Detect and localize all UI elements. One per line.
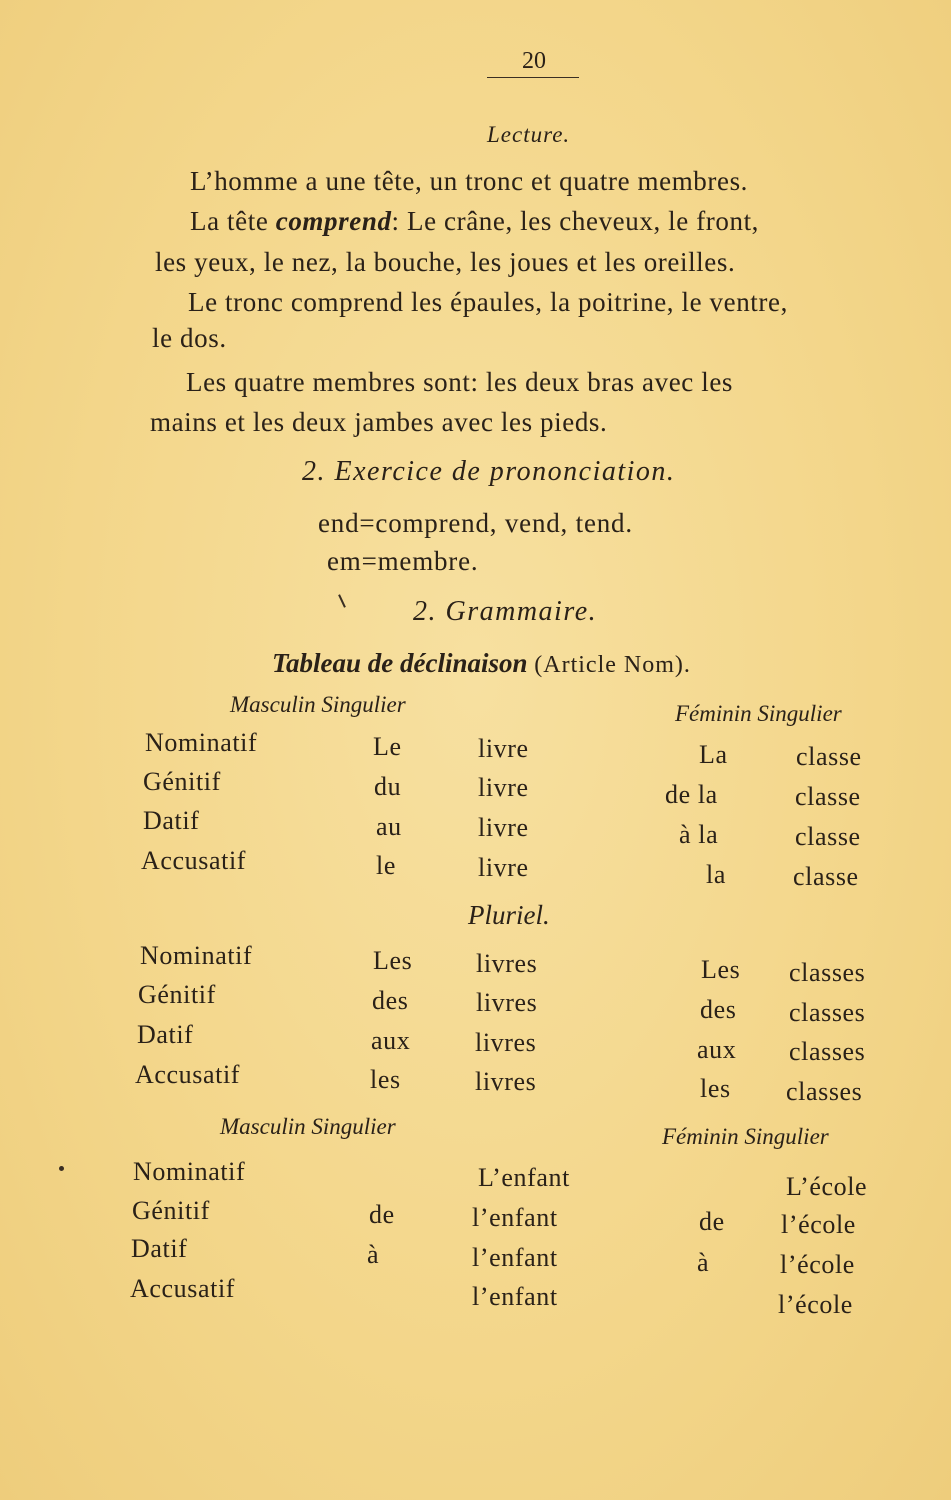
case-label: Datif <box>131 1234 188 1263</box>
noun-fem: classes <box>786 1077 863 1106</box>
lecture-line-2-a: La tête <box>190 206 276 236</box>
noun-fem: classe <box>793 862 859 891</box>
article-masc: au <box>376 812 402 841</box>
lecture-line-4 <box>188 287 788 318</box>
case-label: Génitif <box>138 980 216 1009</box>
case-label: Accusatif <box>135 1060 241 1089</box>
article-masc: des <box>372 986 409 1015</box>
noun-fem: classes <box>789 1037 866 1066</box>
page-number-rule <box>487 77 579 78</box>
case-label: Nominatif <box>140 941 253 970</box>
lecture-line-6-text: Les quatre membres sont: les deux bras avec les <box>186 367 734 397</box>
lecture-line-4-text: Le tronc comprend les épaules, la poitrine, le ventre, <box>188 287 788 317</box>
lecture-line-7 <box>150 407 607 438</box>
noun-masc: livre <box>478 813 529 842</box>
case-label: Génitif <box>132 1196 210 1225</box>
noun-fem: classe <box>795 822 861 851</box>
lecture-title: Lecture. <box>487 122 571 147</box>
case-label: Datif <box>143 806 200 835</box>
noun-masc: livres <box>476 949 538 978</box>
lecture-line-3 <box>155 247 735 278</box>
masc-singulier-header-1: Masculin Singulier <box>230 692 406 717</box>
table-title <box>272 648 691 679</box>
noun-masc: livre <box>478 734 529 763</box>
lecture-line-1 <box>190 166 748 197</box>
table-title-italic: Tableau de déclinaison <box>272 648 528 678</box>
noun-fem: classes <box>789 998 866 1027</box>
noun-fem: l’école <box>780 1250 855 1279</box>
masc-singulier-header-2: Masculin Singulier <box>220 1114 396 1139</box>
lecture-line-5 <box>152 323 227 354</box>
article-fem: les <box>700 1074 731 1103</box>
noun-masc: livres <box>476 988 538 1017</box>
noun-fem: classes <box>789 958 866 987</box>
article-masc: le <box>376 851 396 880</box>
article-fem: la <box>706 860 726 889</box>
article-masc: Le <box>373 732 402 761</box>
noun-fem: classe <box>796 742 862 771</box>
lecture-line-2 <box>190 206 759 237</box>
article-fem: aux <box>697 1035 737 1064</box>
case-label: Nominatif <box>133 1157 246 1186</box>
lecture-line-5-text: le dos. <box>152 323 227 353</box>
noun-fem: l’école <box>778 1290 853 1319</box>
noun-masc: l’enfant <box>472 1282 558 1311</box>
prononciation-title: 2. Exercice de prononciation. <box>302 456 676 487</box>
article-masc: Les <box>373 946 413 975</box>
article-masc: du <box>374 772 402 801</box>
article-fem: à la <box>679 820 719 849</box>
pluriel-header: Pluriel. <box>468 900 550 930</box>
case-label: Datif <box>137 1020 194 1049</box>
page-number: 20 <box>522 48 546 74</box>
case-label: Accusatif <box>130 1274 236 1303</box>
noun-masc: l’enfant <box>472 1243 558 1272</box>
article-fem: de la <box>665 780 718 809</box>
prononciation-line-1: end=comprend, vend, tend. <box>318 508 633 538</box>
noun-masc: livres <box>475 1067 537 1096</box>
noun-masc: livre <box>478 773 529 802</box>
article-fem: La <box>699 740 728 769</box>
table-title-rest: (Article Nom). <box>534 652 691 678</box>
lecture-line-6 <box>186 367 733 398</box>
noun-fem: L’école <box>786 1172 868 1201</box>
article-fem: à <box>697 1248 710 1277</box>
stray-pen-mark <box>338 594 346 608</box>
article-masc: à <box>367 1240 380 1269</box>
case-label: Génitif <box>143 767 221 796</box>
article-fem: de <box>699 1207 725 1236</box>
lecture-line-1-text: L’homme a une tête, un tronc et quatre membres. <box>190 166 749 196</box>
lecture-line-2-emphasis: comprend <box>275 206 392 236</box>
stray-dot-mark <box>59 1166 64 1171</box>
grammaire-title: 2. Grammaire. <box>413 596 598 627</box>
prononciation-line-2: em=membre. <box>327 546 479 576</box>
article-fem: Les <box>701 955 741 984</box>
noun-masc: livre <box>478 853 529 882</box>
noun-masc: livres <box>475 1028 537 1057</box>
article-masc: aux <box>371 1026 411 1055</box>
lecture-line-7-text: mains et les deux jambes avec les pieds. <box>150 407 608 437</box>
noun-masc: l’enfant <box>472 1203 558 1232</box>
lecture-line-2-b: : Le crâne, les cheveux, le front, <box>391 206 760 236</box>
noun-fem: l’école <box>781 1210 856 1239</box>
fem-singulier-header-1: Féminin Singulier <box>675 701 842 726</box>
article-masc: de <box>369 1200 395 1229</box>
case-label: Accusatif <box>141 846 247 875</box>
fem-singulier-header-2: Féminin Singulier <box>662 1124 829 1149</box>
noun-masc: L’enfant <box>478 1163 570 1192</box>
article-masc: les <box>370 1065 401 1094</box>
lecture-line-3-text: les yeux, le nez, la bouche, les joues et les oreilles. <box>155 247 736 277</box>
noun-fem: classe <box>795 782 861 811</box>
article-fem: des <box>700 995 737 1024</box>
case-label: Nominatif <box>145 728 258 757</box>
